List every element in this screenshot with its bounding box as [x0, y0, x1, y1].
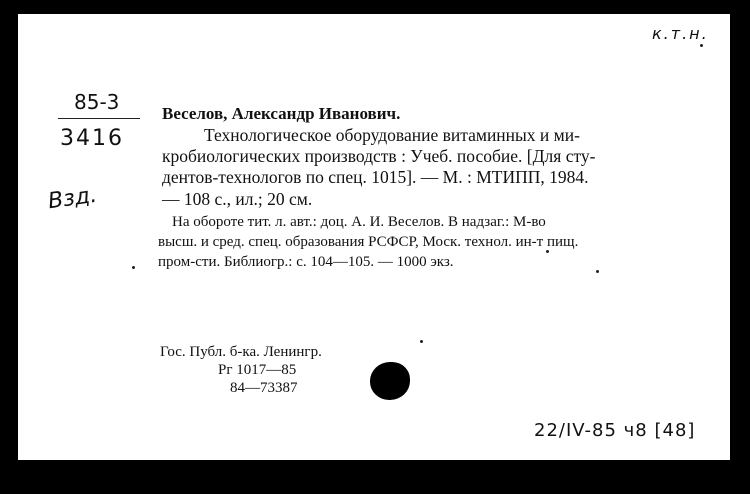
notes-line-2: высш. и сред. спец. образования РСФСР, Моск. технол. ин-т пищ.	[158, 234, 579, 250]
scan-speck	[132, 266, 135, 269]
ink-blot	[370, 362, 410, 400]
library-line-2: Рг 1017—85	[218, 362, 297, 378]
inventory-note: 22/IV-85 ч8 [48]	[534, 420, 696, 441]
scan-speck	[700, 44, 703, 47]
shelf-mark-bottom: 3416	[60, 126, 124, 151]
shelf-mark-top: 85-3	[74, 90, 120, 114]
scan-speck	[596, 270, 599, 273]
author-heading: Веселов, Александр Иванович.	[162, 104, 401, 123]
scan-speck	[546, 250, 549, 253]
library-line-3: 84—73387	[230, 380, 298, 396]
shelf-mark-note: Взд.	[46, 182, 99, 215]
body-line-4: — 108 с., ил.; 20 см.	[162, 189, 313, 209]
body-line-1: Технологическое оборудование витаминных и ми-	[204, 125, 580, 145]
notes-line-1: На обороте тит. л. авт.: доц. А. И. Веселов. В надзаг.: М-во	[172, 214, 546, 230]
notes-line-3: пром-сти. Библиогр.: с. 104—105. — 1000 экз.	[158, 254, 454, 270]
shelf-mark-rule	[58, 118, 140, 119]
corner-mark: к.т.н.	[652, 24, 709, 43]
body-line-2: кробиологических производств : Учеб. пособие. [Для сту-	[162, 146, 596, 166]
body-line-3: дентов-технологов по спец. 1015]. — М. : МТИПП, 1984.	[162, 167, 589, 187]
scan-speck	[420, 340, 423, 343]
library-line-1: Гос. Публ. б-ка. Ленингр.	[160, 344, 322, 360]
